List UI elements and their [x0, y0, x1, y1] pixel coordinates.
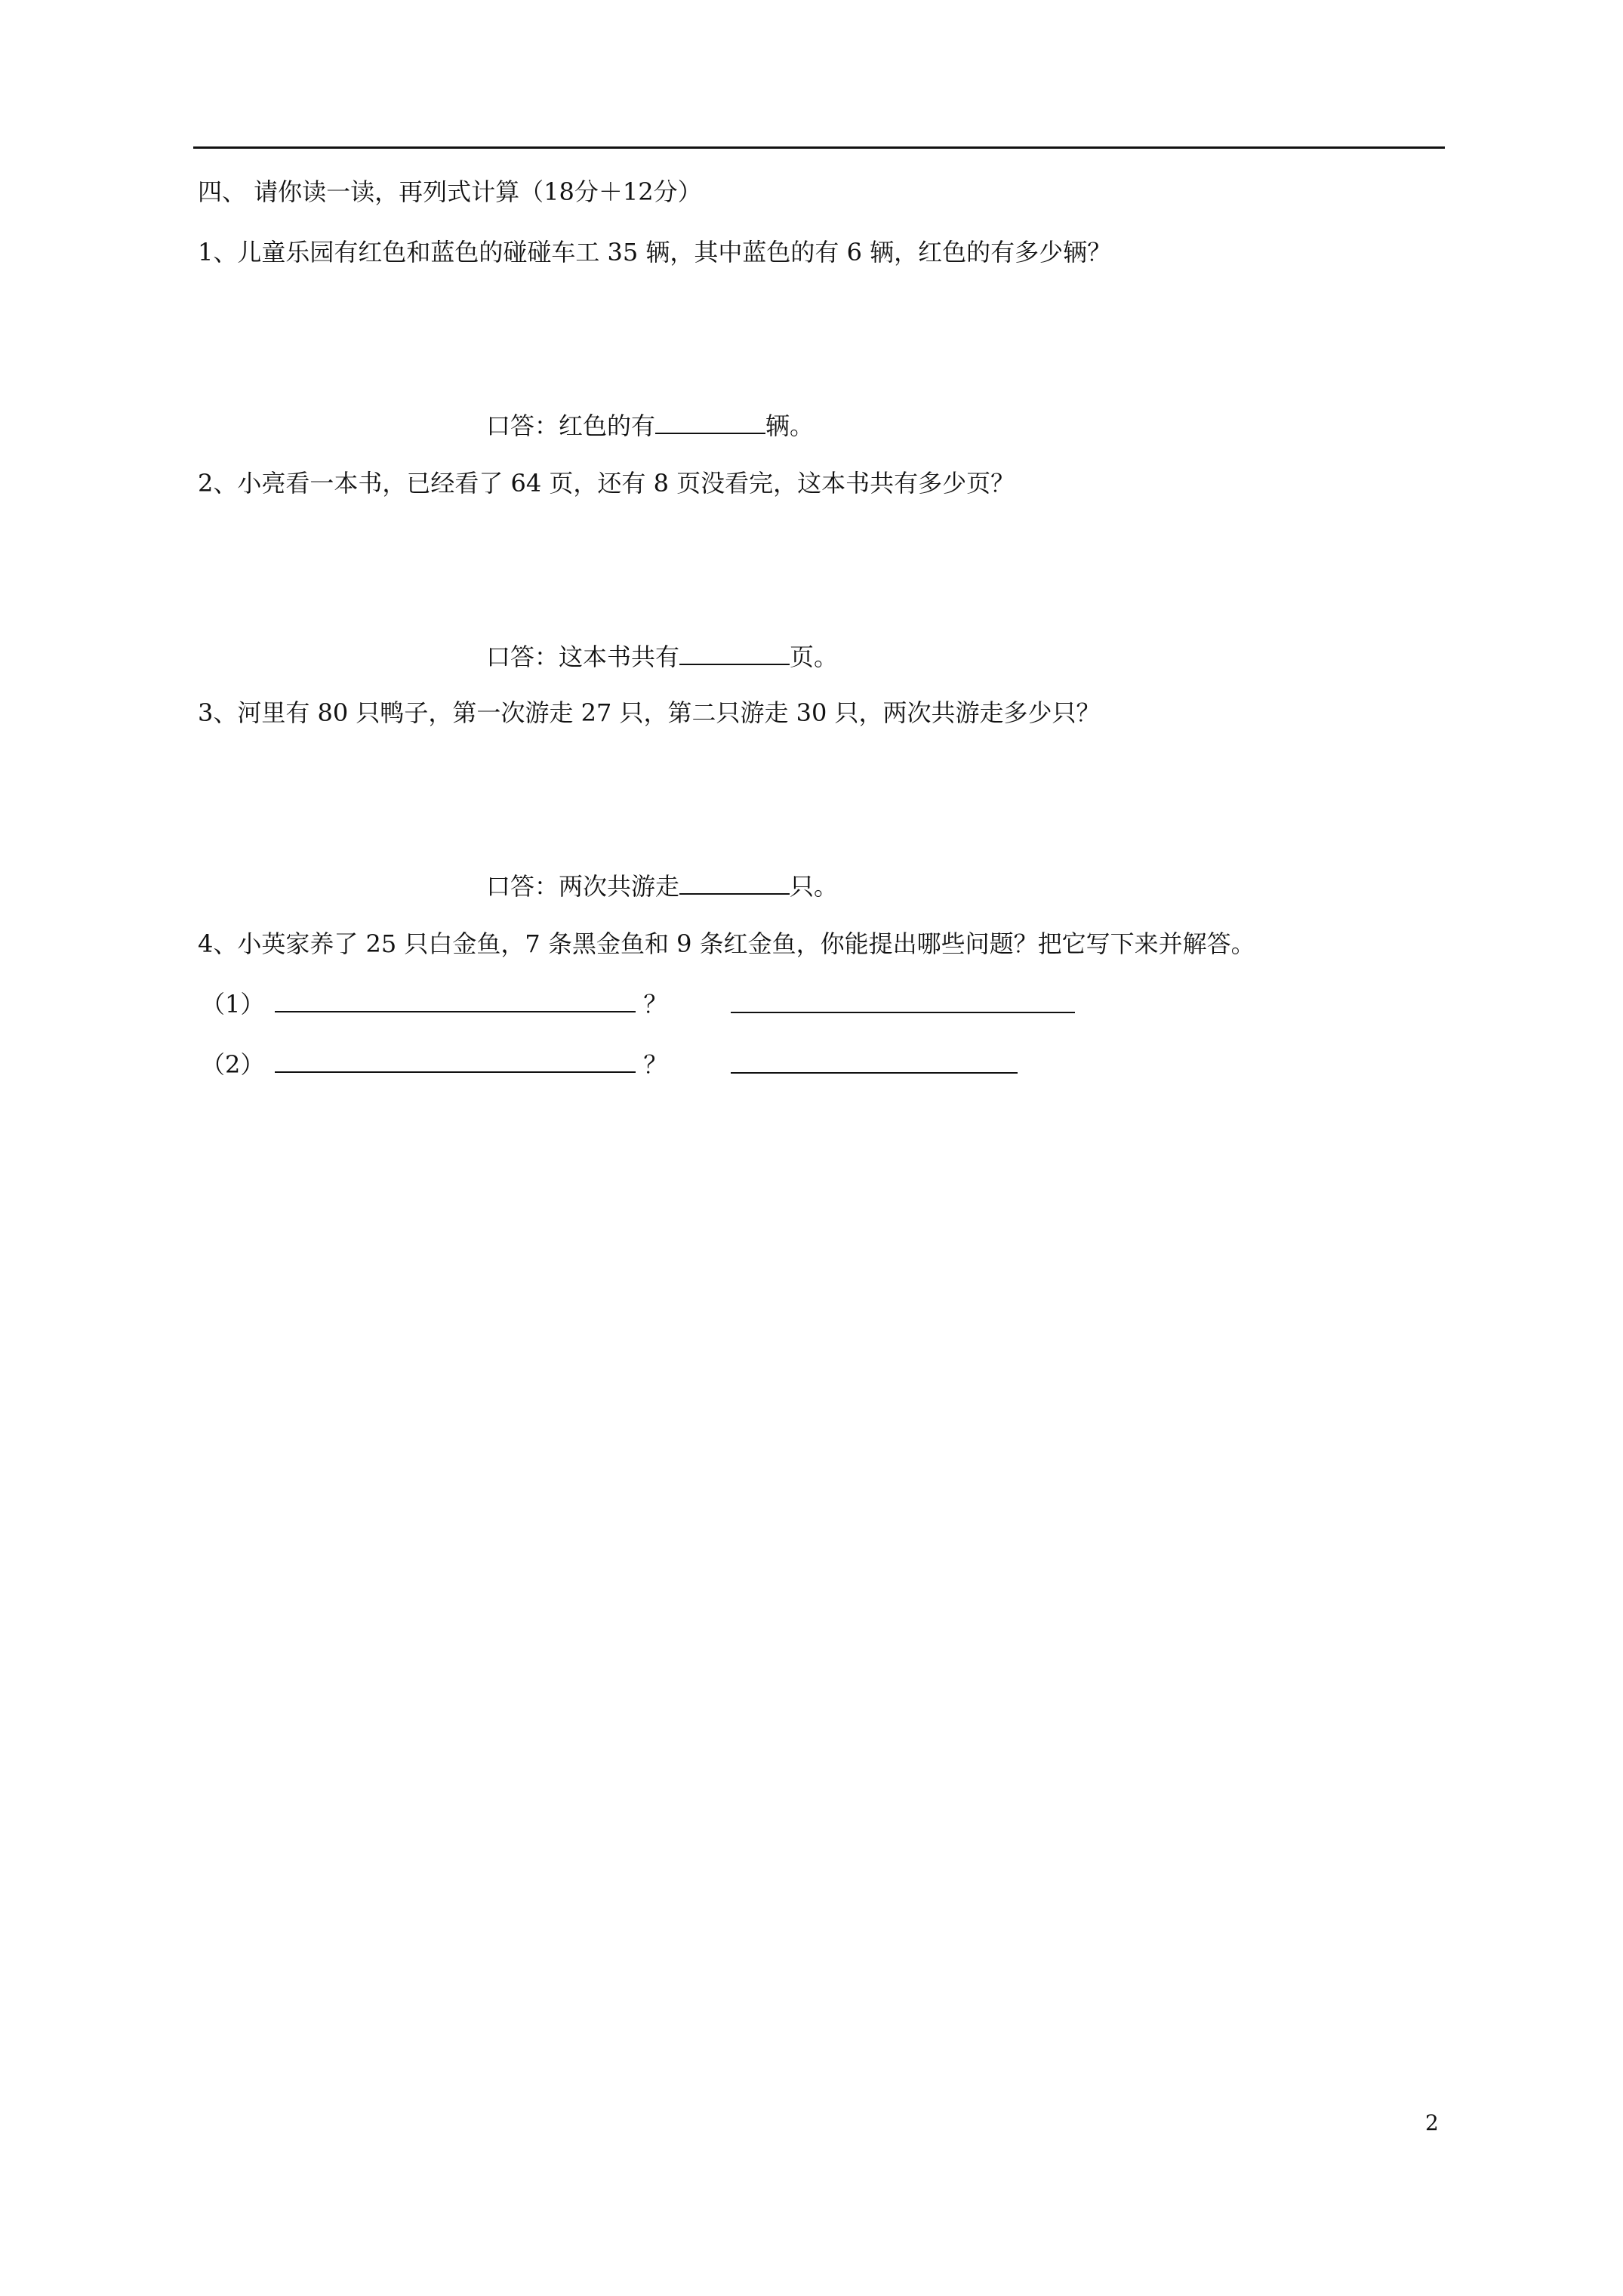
problem-3-answer — [486, 868, 838, 903]
answer-1-suffix: 辆。 — [765, 411, 815, 440]
sub-item-2-question-blank[interactable] — [275, 1046, 636, 1073]
problem-4-question: 4、小英家养了 25 只白金鱼，7 条黑金鱼和 9 条红金鱼，你能提出哪些问题？把它写下来并解答。 — [198, 929, 1255, 958]
answer-1-prefix: 口答：红色的有 — [486, 411, 656, 440]
problem-3-question: 3、河里有 80 只鸭子，第一次游走 27 只，第二只游走 30 只，两次共游走多少只？ — [198, 698, 1101, 727]
problem-2-question: 2、小亮看一本书，已经看了 64 页，还有 8 页没看完，这本书共有多少页？ — [198, 469, 1015, 498]
section-heading: 四、 请你读一读，再列式计算（18分＋12分） — [198, 177, 702, 206]
sub-item-2-label: （2） — [201, 1050, 265, 1079]
answer-2-prefix: 口答：这本书共有 — [486, 643, 680, 671]
sub-item-1 — [201, 985, 667, 1021]
answer-3-suffix: 只。 — [790, 872, 839, 901]
page-number: 2 — [1425, 2110, 1439, 2135]
problem-1-answer — [486, 407, 814, 442]
sub-item-1-question-blank[interactable] — [275, 985, 636, 1012]
problem-1-question: 1、儿童乐园有红色和蓝色的碰碰车工 35 辆，其中蓝色的有 6 辆，红色的有多少辆？ — [198, 238, 1112, 267]
answer-1-blank[interactable] — [655, 407, 765, 434]
sub-item-2-answer-blank[interactable] — [731, 1072, 1018, 1074]
sub-item-1-answer-blank[interactable] — [731, 1012, 1075, 1013]
answer-2-suffix: 页。 — [790, 643, 839, 671]
header-rule — [193, 146, 1445, 149]
problem-2-answer — [486, 638, 838, 673]
answer-3-prefix: 口答：两次共游走 — [486, 872, 680, 901]
sub-item-1-qmark: ？ — [643, 990, 668, 1019]
answer-2-blank[interactable] — [679, 638, 790, 665]
sub-item-2 — [201, 1046, 667, 1081]
answer-3-blank[interactable] — [679, 868, 790, 895]
sub-item-1-label: （1） — [201, 990, 265, 1019]
sub-item-2-qmark: ？ — [643, 1050, 668, 1079]
